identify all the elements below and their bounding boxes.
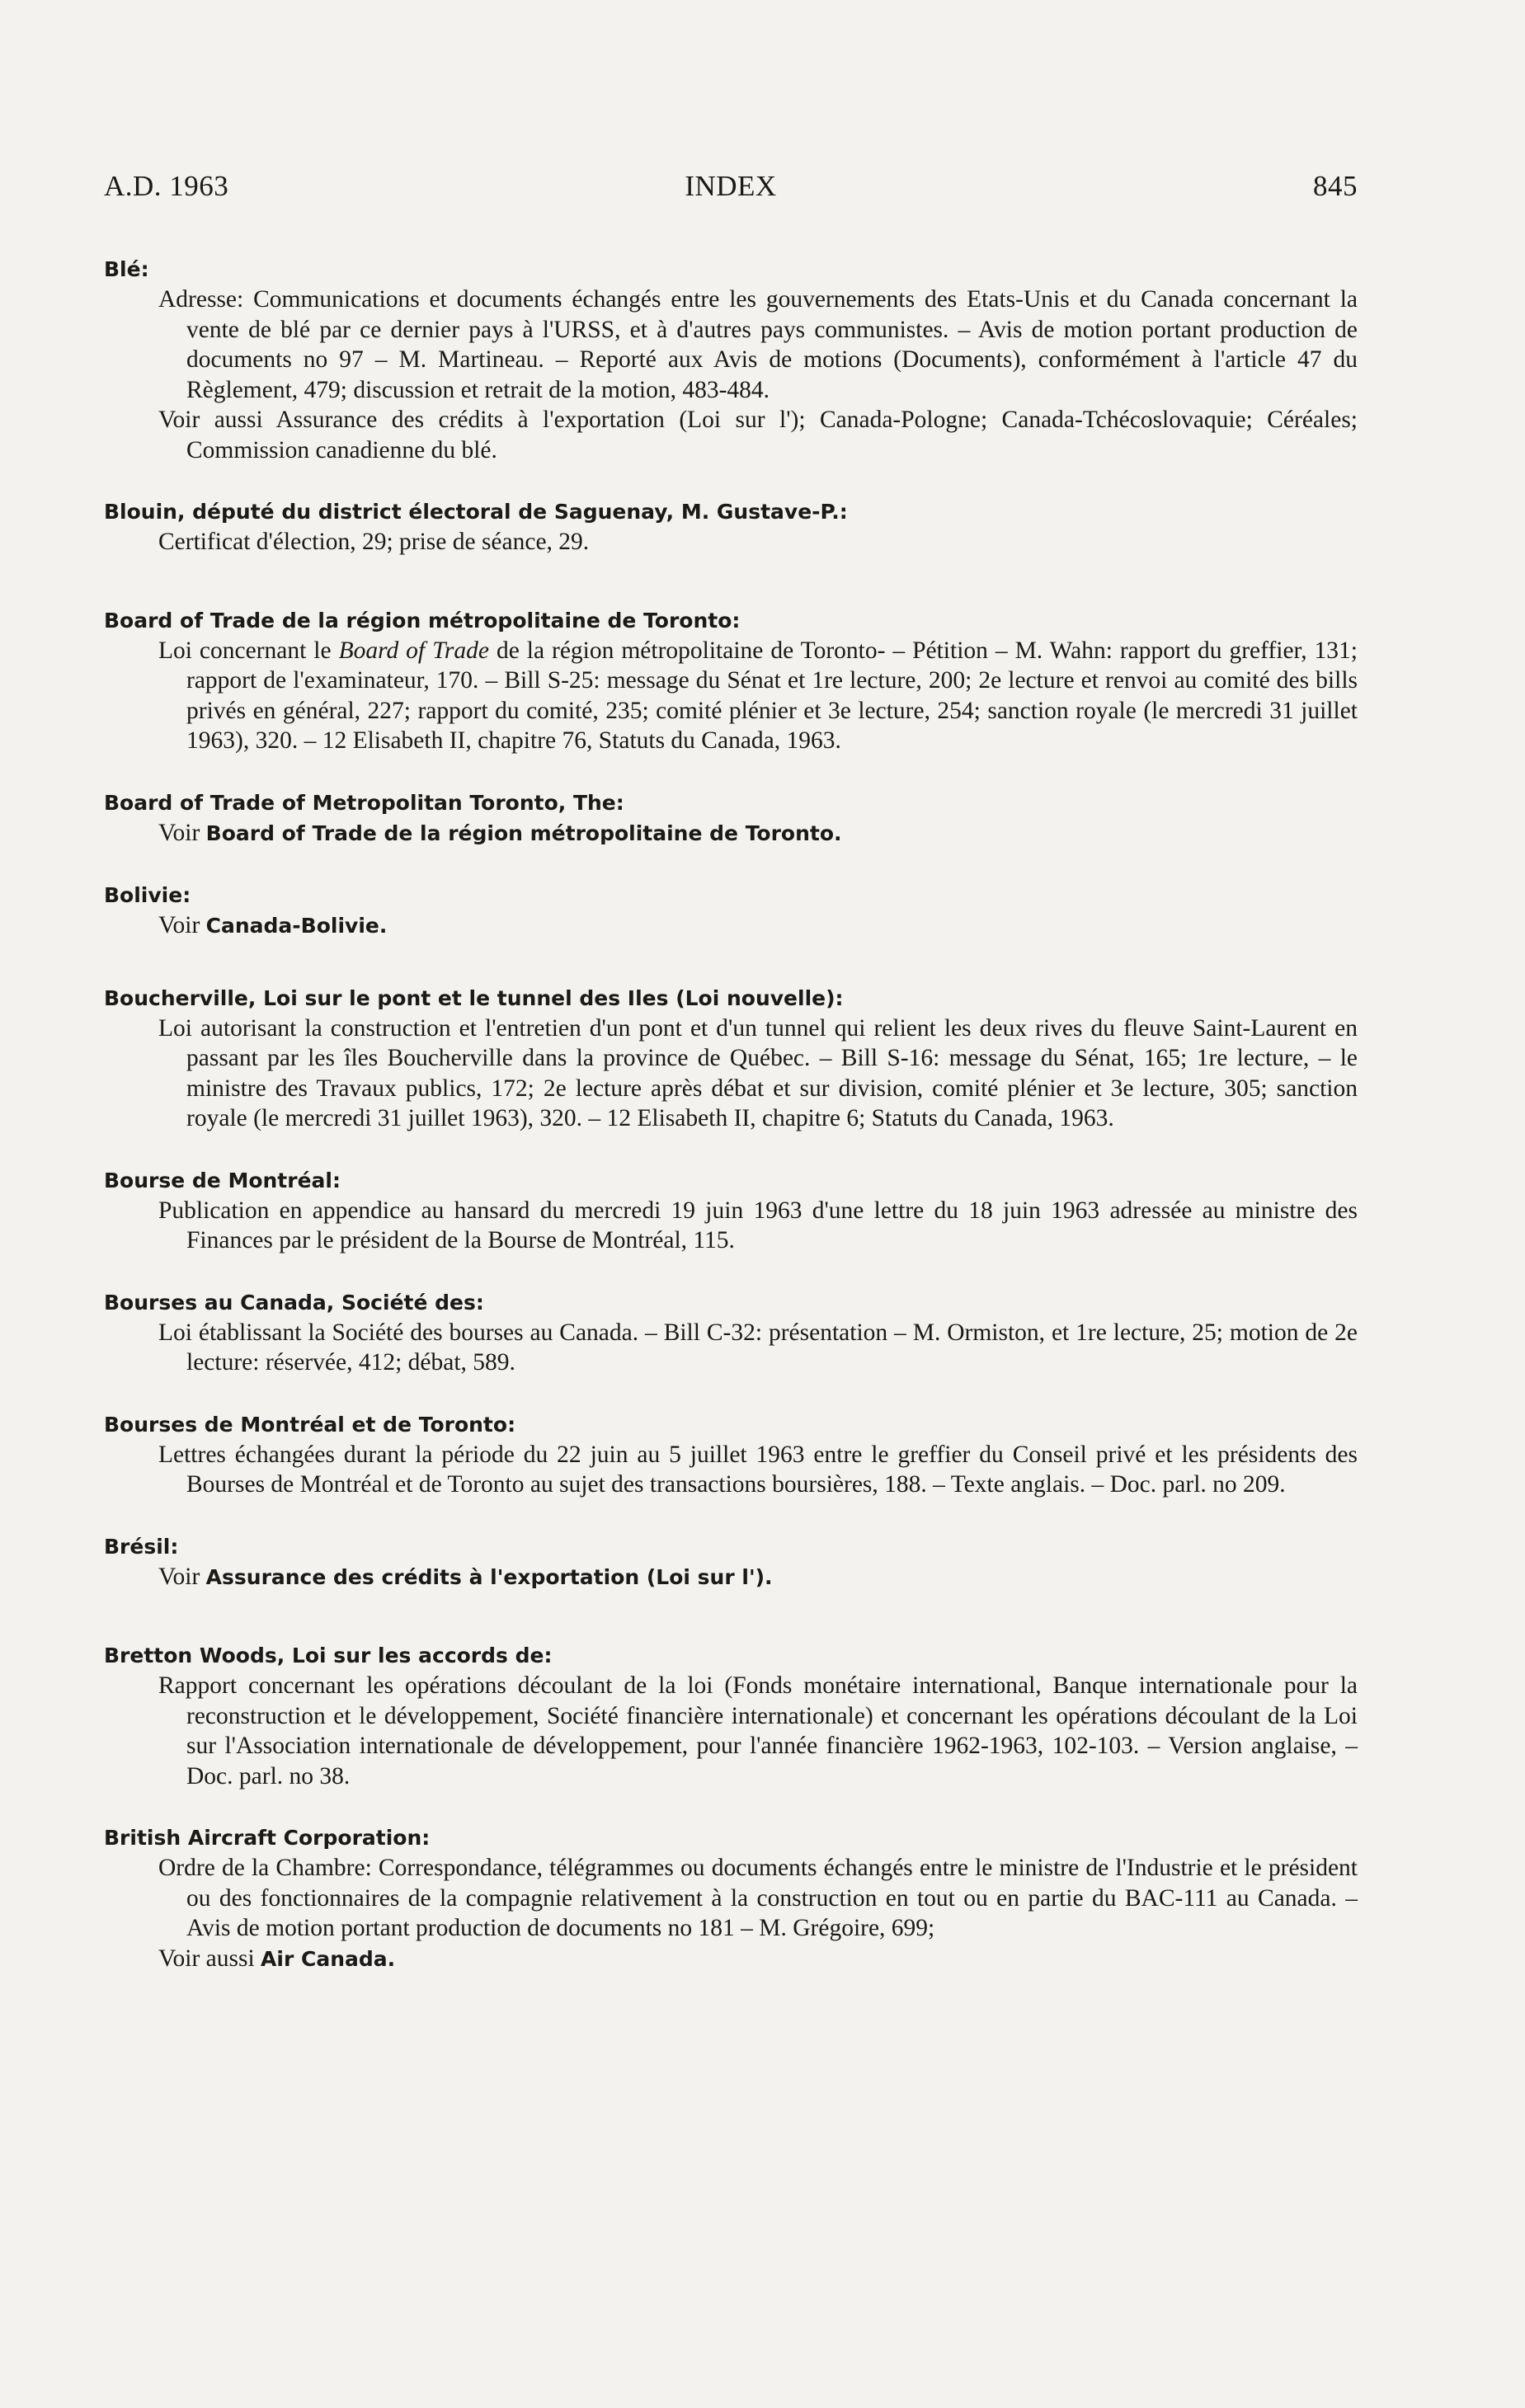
entry-heading: Bourse de Montréal: [104, 1168, 341, 1192]
entry-crossref [104, 910, 1358, 942]
index-entry-ble [104, 254, 1358, 465]
entry-text: Lettres échangées durant la période du 22 juin au 5 juillet 1963 entre le greffier du Conseil privé et les présidents des Bourses de Montréal et de Toronto au sujet des transactions boursières, 188. – Texte anglais. – Doc. parl. no 209. [158, 1441, 1358, 1498]
entry-heading: Bourses de Montréal et de Toronto: [104, 1412, 516, 1437]
entry-crossref [104, 1562, 1358, 1593]
entry-heading: Brésil: [104, 1534, 179, 1559]
entry-heading: Board of Trade de la région métropolitaine de Toronto: [104, 608, 741, 633]
running-head [104, 170, 1358, 209]
entry-text-lead: Loi concernant le [158, 637, 339, 664]
index-entry-bourses-canada [104, 1287, 1358, 1378]
index-entry-british-aircraft [104, 1822, 1358, 1974]
crossref-target: Assurance des crédits à l'exportation (Loi sur l'). [205, 1564, 773, 1589]
entry-text: Publication en appendice au hansard du mercredi 19 juin 1963 d'une lettre du 18 juin 1963 adressée au ministre des Finances par le président de la Bourse de Montréal, 115. [158, 1197, 1358, 1253]
entry-text: Loi établissant la Société des bourses au Canada. – Bill C-32: présentation – M. Ormiston, et 1re lecture, 25; motion de 2e lecture: réservée, 412; débat, 589. [158, 1319, 1358, 1376]
index-entry-board-of-trade-toronto [104, 605, 1358, 756]
entry-heading: Bretton Woods, Loi sur les accords de: [104, 1644, 553, 1667]
index-entry-bresil [104, 1531, 1358, 1593]
entry-text: Rapport concernant les opérations découlant de la loi (Fonds monétaire international, Banque internationale pour la reconstruction et le développement, Société financière internationale) et concernant les opérations découlant de la Loi sur l'Association internationale de développement, pour l'année financière 1962-1963, 102-103. – Version anglaise, – Doc. parl. no 38. [158, 1672, 1358, 1790]
entry-heading: Boucherville, Loi sur le pont et le tunnel des Iles (Loi nouvelle): [104, 985, 844, 1010]
index-entry-bretton-woods [104, 1640, 1358, 1791]
index-entry-board-of-trade-metropolitan [104, 788, 1358, 849]
voir-label: Voir aussi [158, 1945, 261, 1972]
index-entry-bourse-montreal [104, 1165, 1358, 1256]
entry-crossref [104, 1944, 1358, 1975]
crossref-target: Air Canada. [261, 1946, 396, 1971]
index-entry-bolivie [104, 880, 1358, 942]
index-entry-boucherville [104, 983, 1358, 1134]
entry-text: Certificat d'élection, 29; prise de séance, 29. [158, 529, 590, 555]
index-entries [104, 254, 1358, 1974]
entry-text [104, 636, 1358, 756]
crossref-target: Canada-Bolivie. [205, 914, 388, 938]
page-number: 845 [1313, 170, 1358, 202]
entry-text: Ordre de la Chambre: Correspondance, télégrammes ou documents échangés entre le ministre de l'Industrie et le président ou des fonctionnaires de la compagnie relativement à la construction en tout ou en partie du BAC-111 au Canada. – Avis de motion portant production de documents no 181 – M. Grégoire, 699; [158, 1855, 1358, 1941]
entry-text: Voir aussi Assurance des crédits à l'exportation (Loi sur l'); Canada-Pologne; Canada-Tchécoslovaquie; Céréales; Commission canadienne du blé. [158, 407, 1358, 463]
running-head-title: INDEX [685, 170, 777, 202]
index-page [104, 170, 1358, 2006]
entry-text-rest: de la région métropolitaine de Toronto- – Pétition – M. Wahn: rapport du greffier, 131; rapport de l'examinateur, 170. – Bill S-25: message du Sénat et 1re lecture, 200; 2e lecture et renvoi au comité des bills privés en général, 227; rapport du comité, 235; comité plénier et 3e lecture, 254; sanction royale (le mercredi 31 juillet 1963), 320. – 12 Elisabeth II, chapitre 76, Statuts du Canada, 1963. [186, 637, 1358, 754]
entry-text-italic: Board of Trade [338, 637, 489, 664]
entry-crossref [104, 818, 1358, 849]
entry-heading: Bourses au Canada, Société des: [104, 1290, 484, 1315]
entry-heading: British Aircraft Corporation: [104, 1826, 431, 1850]
entry-heading: Blouin, député du district électoral de Saguenay, M. Gustave-P.: [104, 500, 848, 524]
entry-heading: Board of Trade of Metropolitan Toronto, The: [104, 790, 624, 815]
crossref-target: Board of Trade de la région métropolitaine de Toronto. [205, 821, 842, 845]
voir-label: Voir [158, 1563, 206, 1590]
index-entry-blouin [104, 496, 1358, 557]
entry-heading: Blé: [104, 257, 149, 281]
entry-text: Loi autorisant la construction et l'entretien d'un pont et d'un tunnel qui relient les deux rives du fleuve Saint-Laurent en passant par les îles Boucherville dans la province de Québec. – Bill S-16: message du Sénat, 165; 1re lecture, – le ministre des Travaux publics, 172; 2e lecture après débat et sur division, comité plénier et 3e lecture, 305; sanction royale (le mercredi 31 juillet 1963), 320. – 12 Elisabeth II, chapitre 6; Statuts du Canada, 1963. [158, 1014, 1358, 1131]
voir-label: Voir [158, 912, 206, 938]
index-entry-bourses-montreal-toronto [104, 1409, 1358, 1500]
entry-heading: Bolivie: [104, 883, 191, 907]
running-head-year: A.D. 1963 [104, 170, 229, 202]
entry-text: Adresse: Communications et documents échangés entre les gouvernements des Etats-Unis et du Canada concernant la vente de blé par ce dernier pays à l'URSS, et à d'autres pays communistes. – Avis de motion portant production de documents no 97 – M. Martineau. – Reporté aux Avis de motions (Documents), conformément à l'article 47 du Règlement, 479; discussion et retrait de la motion, 483-484. [158, 286, 1358, 403]
voir-label: Voir [158, 819, 206, 846]
